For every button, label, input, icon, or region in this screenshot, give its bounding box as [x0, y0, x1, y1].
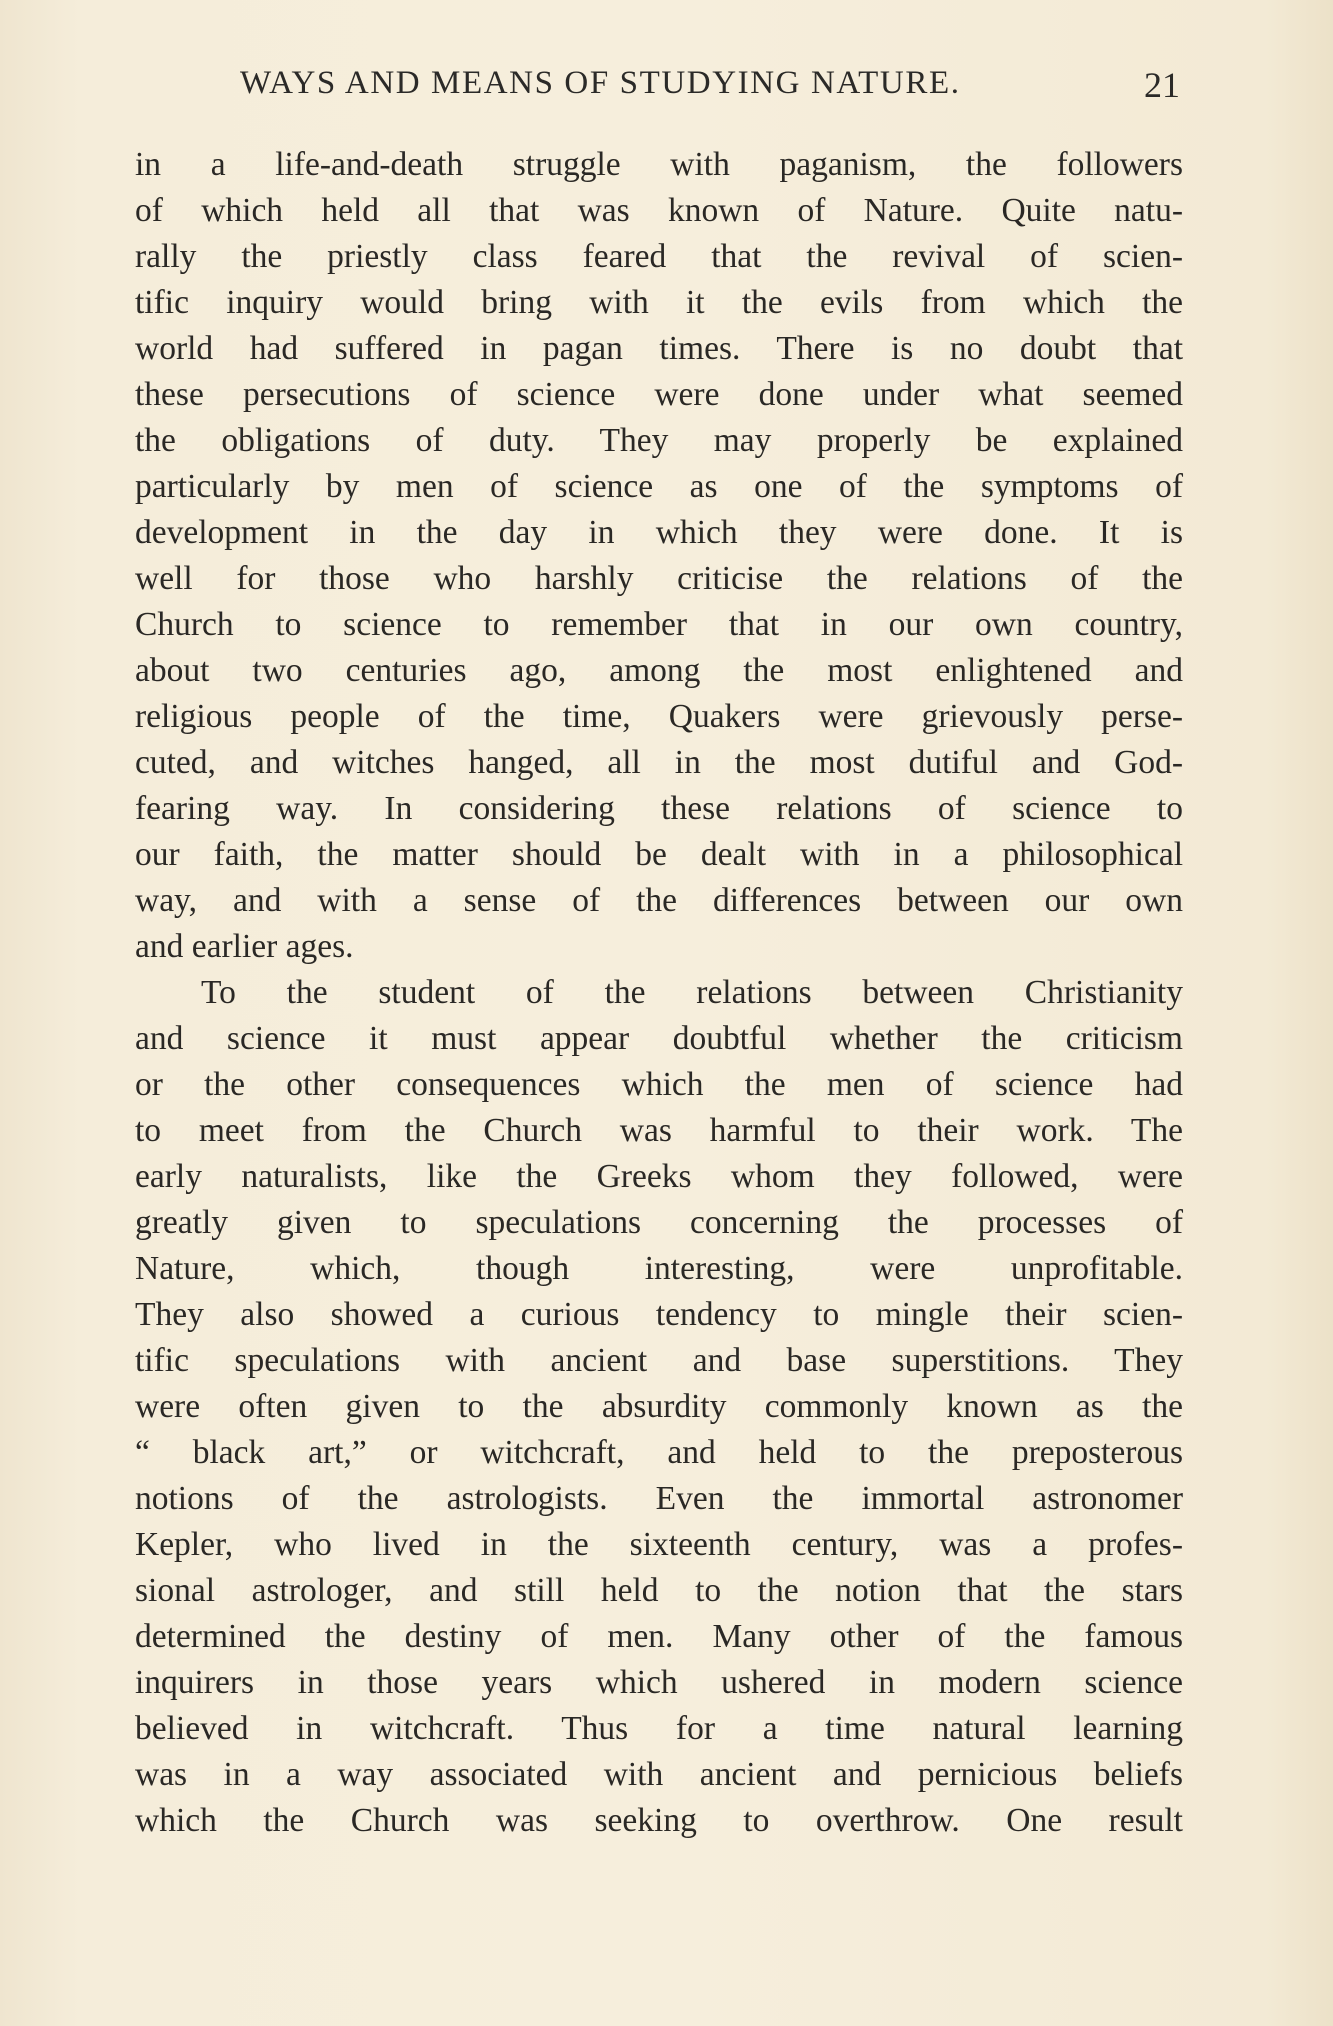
text-line: notions of the astrologists. Even the immortal astronomer [135, 1480, 1183, 1517]
text-line: greatly given to speculations concerning the processes of [135, 1204, 1183, 1241]
text-line: cuted, and witches hanged, all in the most dutiful and God- [135, 744, 1183, 781]
text-line: of which held all that was known of Nature. Quite natu- [135, 192, 1183, 229]
page-number: 21 [1144, 65, 1180, 105]
text-line: to meet from the Church was harmful to their work. The [135, 1112, 1183, 1149]
text-line: about two centuries ago, among the most enlightened and [135, 652, 1183, 689]
text-line: “ black art,” or witchcraft, and held to the preposterous [135, 1434, 1183, 1471]
text-line: well for those who harshly criticise the relations of the [135, 560, 1183, 597]
text-line: were often given to the absurdity commonly known as the [135, 1388, 1183, 1425]
text-line: and science it must appear doubtful whether the criticism [135, 1020, 1183, 1057]
text-line: They also showed a curious tendency to mingle their scien- [135, 1296, 1183, 1333]
text-line: Kepler, who lived in the sixteenth century, was a profes- [135, 1526, 1183, 1563]
text-line: way, and with a sense of the differences between our own [135, 882, 1183, 919]
text-line: which the Church was seeking to overthrow. One result [135, 1802, 1183, 1839]
text-line: rally the priestly class feared that the revival of scien- [135, 238, 1183, 275]
text-line: determined the destiny of men. Many other of the famous [135, 1618, 1183, 1655]
text-line: inquirers in those years which ushered in modern science [135, 1664, 1183, 1701]
text-line: or the other consequences which the men of science had [135, 1066, 1183, 1103]
paragraph-first-line: To the student of the relations between Christianity [201, 974, 1183, 1011]
running-title: WAYS AND MEANS OF STUDYING NATURE. [240, 65, 961, 101]
text-line: tific inquiry would bring with it the evils from which the [135, 284, 1183, 321]
text-line: world had suffered in pagan times. There is no doubt that [135, 330, 1183, 367]
text-line: was in a way associated with ancient and pernicious beliefs [135, 1756, 1183, 1793]
text-line: Nature, which, though interesting, were unprofitable. [135, 1250, 1183, 1287]
text-line: tific speculations with ancient and base superstitions. They [135, 1342, 1183, 1379]
text-line: fearing way. In considering these relations of science to [135, 790, 1183, 827]
text-line: these persecutions of science were done under what seemed [135, 376, 1183, 413]
text-line: Church to science to remember that in our own country, [135, 606, 1183, 643]
text-line: development in the day in which they were done. It is [135, 514, 1183, 551]
text-line: particularly by men of science as one of the symptoms of [135, 468, 1183, 505]
text-line: early naturalists, like the Greeks whom they followed, were [135, 1158, 1183, 1195]
text-line: the obligations of duty. They may properly be explained [135, 422, 1183, 459]
body-text [135, 142, 1183, 1844]
running-header [240, 58, 1180, 108]
text-line: sional astrologer, and still held to the notion that the stars [135, 1572, 1183, 1609]
text-line: in a life-and-death struggle with paganism, the followers [135, 146, 1183, 183]
text-line: believed in witchcraft. Thus for a time natural learning [135, 1710, 1183, 1747]
text-line: religious people of the time, Quakers were grievously perse- [135, 698, 1183, 735]
paragraph-end-line: and earlier ages. [135, 928, 354, 965]
text-line: our faith, the matter should be dealt with in a philosophical [135, 836, 1183, 873]
